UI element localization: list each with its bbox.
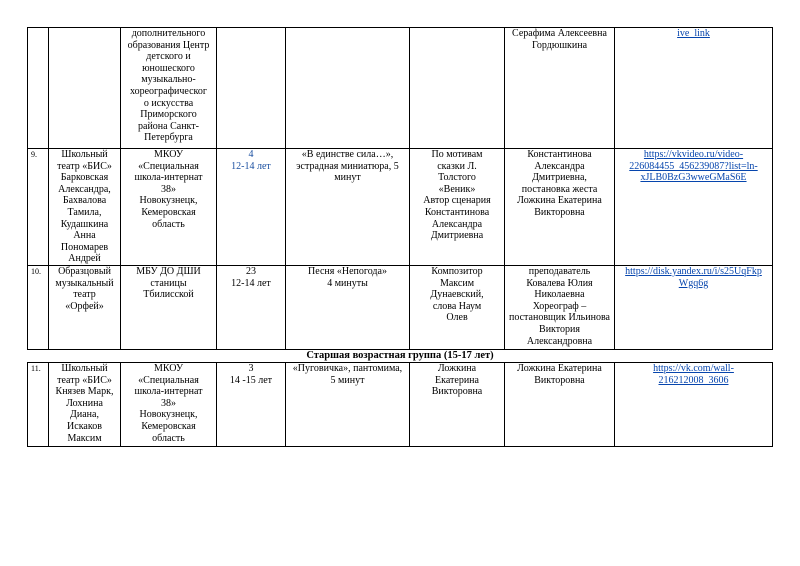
institution-cell: дополнительного образования Центр детского и юношеского музыкально- хореографическог о искусства Приморского района Санкт- Петербурга bbox=[121, 28, 217, 149]
count-age-cell: 23 12-14 лет bbox=[217, 265, 286, 349]
link-cell bbox=[615, 28, 773, 149]
director-cell: Ложкина Екатерина Викторовна bbox=[505, 362, 615, 446]
author-cell bbox=[410, 28, 505, 149]
participants-cell: Образцовый музыкальный театр «Орфей» bbox=[49, 265, 121, 349]
author-cell: По мотивам сказки Л. Толстого «Веник» Автор сценария Константинова Александра Дмитриевна bbox=[410, 149, 505, 266]
director-cell: преподаватель Ковалева Юлия Николаевна Хореограф – постановщик Ильинова Виктория Александровна bbox=[505, 265, 615, 349]
table-row bbox=[28, 149, 773, 266]
title-cell: Песня «Непогода» 4 минуты bbox=[286, 265, 410, 349]
title-cell: «В единстве сила…», эстрадная миниатюра, 5 минут bbox=[286, 149, 410, 266]
row-number: 10. bbox=[28, 265, 49, 349]
link-cell bbox=[615, 362, 773, 446]
count-age-cell bbox=[217, 28, 286, 149]
video-link[interactable]: https://vkvideo.ru/video- 226084455_456239087?list=ln- xJLB0BzG3wweGMaS6E bbox=[629, 149, 758, 184]
count-age-cell: 4 12-14 лет bbox=[217, 149, 286, 266]
title-cell bbox=[286, 28, 410, 149]
institution-cell: МКОУ «Специальная школа-интернат 38» Новокузнецк, Кемеровская область bbox=[121, 149, 217, 266]
row-number bbox=[28, 28, 49, 149]
participants-cell: Школьный театр «БИС» Барковская Александра, Бахвалова Тамила, Кудашкина Анна Пономарев Андрей bbox=[49, 149, 121, 266]
institution-cell: МБУ ДО ДШИ станицы Тбилисской bbox=[121, 265, 217, 349]
section-header: Старшая возрастная группа (15-17 лет) bbox=[28, 349, 773, 362]
director-cell: Серафима Алексеевна Гордюшкина bbox=[505, 28, 615, 149]
author-cell: Ложкина Екатерина Викторовна bbox=[410, 362, 505, 446]
director-cell: Константинова Александра Дмитриевна, постановка жеста Ложкина Екатерина Викторовна bbox=[505, 149, 615, 266]
disk-link[interactable]: https://disk.yandex.ru/i/s25UqFkp Wgq6g bbox=[625, 265, 762, 289]
table-row bbox=[28, 265, 773, 349]
institution-cell: МКОУ «Специальная школа-интернат 38» Новокузнецк, Кемеровская область bbox=[121, 362, 217, 446]
video-link[interactable]: ive_link bbox=[677, 28, 710, 39]
title-cell: «Пуговичка», пантомима, 5 минут bbox=[286, 362, 410, 446]
table-row bbox=[28, 362, 773, 446]
wall-link[interactable]: https://vk.com/wall- 216212008_3606 bbox=[653, 362, 734, 386]
participants-cell: Школьный театр «БИС» Князев Марк, Лохнина Диана, Искаков Максим bbox=[49, 362, 121, 446]
link-cell bbox=[615, 265, 773, 349]
section-header-row bbox=[28, 349, 773, 362]
row-number: 9. bbox=[28, 149, 49, 266]
row-number: 11. bbox=[28, 362, 49, 446]
contest-table bbox=[27, 27, 773, 447]
author-cell: Композитор Максим Дунаевский, слова Наум Олев bbox=[410, 265, 505, 349]
participants-cell bbox=[49, 28, 121, 149]
link-cell bbox=[615, 149, 773, 266]
count-age-cell: 3 14 -15 лет bbox=[217, 362, 286, 446]
table-row bbox=[28, 28, 773, 149]
